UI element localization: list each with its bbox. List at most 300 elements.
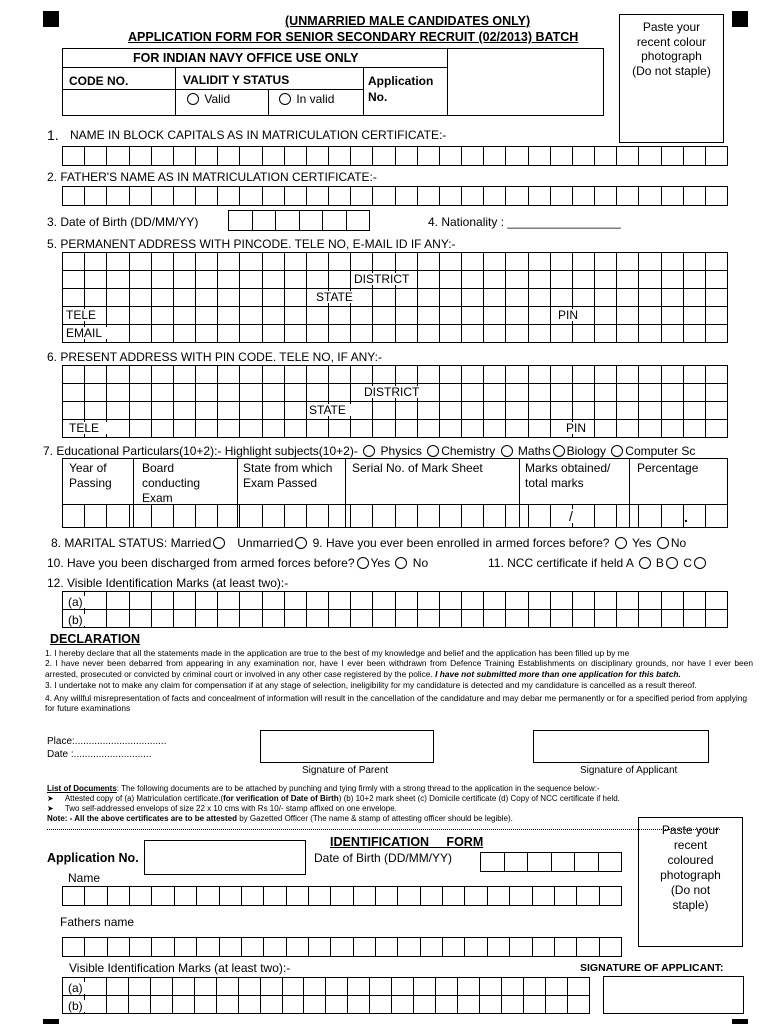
input-cell[interactable] (484, 289, 506, 306)
input-cell[interactable] (285, 307, 307, 324)
input-cell[interactable] (287, 887, 309, 905)
input-cell[interactable] (307, 366, 329, 383)
input-cell[interactable] (329, 271, 351, 288)
input-cell[interactable] (351, 253, 373, 270)
input-cell[interactable] (599, 853, 622, 871)
input-cell[interactable] (85, 187, 107, 205)
input-cell[interactable] (240, 253, 262, 270)
input-cell[interactable] (130, 366, 152, 383)
input-cell[interactable] (326, 996, 348, 1013)
input-cell[interactable] (285, 505, 307, 527)
input-cell[interactable] (529, 187, 551, 205)
input-cell[interactable] (307, 271, 329, 288)
input-cell[interactable] (392, 996, 414, 1013)
input-cell[interactable] (595, 147, 617, 165)
input-cell[interactable] (174, 420, 196, 437)
input-cell[interactable] (639, 289, 661, 306)
input-cell[interactable] (218, 271, 240, 288)
input-cell[interactable] (577, 938, 599, 956)
input-cell[interactable] (436, 978, 458, 995)
input-cell[interactable] (152, 187, 174, 205)
input-cell[interactable] (307, 420, 329, 437)
input-cell[interactable] (568, 996, 589, 1013)
input-cell[interactable] (130, 384, 152, 401)
input-cell[interactable] (595, 325, 617, 342)
input-cell[interactable] (502, 978, 524, 995)
input-cell[interactable] (196, 271, 218, 288)
input-cell[interactable] (662, 147, 684, 165)
input-cell[interactable] (706, 384, 727, 401)
input-cell[interactable] (662, 307, 684, 324)
input-cell[interactable] (573, 592, 595, 609)
input-cell[interactable] (85, 402, 107, 419)
input-cell[interactable] (351, 402, 373, 419)
input-cell[interactable] (196, 592, 218, 609)
input-cell[interactable] (351, 592, 373, 609)
input-cell[interactable] (462, 402, 484, 419)
input-cell[interactable] (462, 420, 484, 437)
input-cell[interactable] (595, 366, 617, 383)
input-cell[interactable] (510, 938, 532, 956)
input-cell[interactable] (617, 289, 639, 306)
input-cell[interactable] (418, 402, 440, 419)
input-cell[interactable] (348, 996, 370, 1013)
input-cell[interactable] (329, 253, 351, 270)
input-cell[interactable] (617, 592, 639, 609)
input-cell[interactable] (85, 253, 107, 270)
input-cell[interactable] (263, 289, 285, 306)
input-cell[interactable] (196, 610, 218, 627)
input-cell[interactable] (639, 420, 661, 437)
input-cell[interactable] (506, 420, 528, 437)
input-cell[interactable] (577, 887, 599, 905)
input-cell[interactable] (529, 253, 551, 270)
input-cell[interactable] (152, 610, 174, 627)
input-cell[interactable] (484, 505, 506, 527)
input-cell[interactable] (329, 366, 351, 383)
input-cell[interactable] (196, 187, 218, 205)
input-cell[interactable] (218, 505, 240, 527)
input-cell[interactable] (524, 996, 546, 1013)
input-cell[interactable] (85, 289, 107, 306)
input-cell[interactable] (396, 147, 418, 165)
input-cell[interactable] (484, 366, 506, 383)
input-cell[interactable] (551, 253, 573, 270)
input-cell[interactable] (326, 978, 348, 995)
input-cell[interactable] (484, 420, 506, 437)
input-cell[interactable] (239, 978, 261, 995)
input-cell[interactable] (440, 289, 462, 306)
input-cell[interactable] (130, 147, 152, 165)
input-cell[interactable] (396, 307, 418, 324)
input-cell[interactable] (546, 996, 568, 1013)
input-cell[interactable] (351, 610, 373, 627)
input-cell[interactable] (151, 978, 173, 995)
input-cell[interactable] (152, 366, 174, 383)
input-cell[interactable] (276, 211, 300, 230)
input-cell[interactable] (329, 147, 351, 165)
input-cell[interactable] (484, 271, 506, 288)
input-cell[interactable] (354, 887, 376, 905)
input-cell[interactable] (529, 325, 551, 342)
input-cell[interactable] (174, 289, 196, 306)
input-cell[interactable] (151, 996, 173, 1013)
input-cell[interactable] (506, 384, 528, 401)
input-cell[interactable] (218, 307, 240, 324)
input-cell[interactable] (240, 271, 262, 288)
input-cell[interactable] (573, 289, 595, 306)
input-cell[interactable] (373, 402, 395, 419)
input-cell[interactable] (551, 384, 573, 401)
input-cell[interactable] (85, 147, 107, 165)
input-cell[interactable] (443, 938, 465, 956)
input-cell[interactable] (462, 253, 484, 270)
input-cell[interactable] (573, 402, 595, 419)
input-cell[interactable] (376, 887, 398, 905)
input-cell[interactable] (108, 938, 130, 956)
parent-signature-box[interactable] (260, 730, 434, 763)
input-cell[interactable] (196, 289, 218, 306)
input-cell[interactable] (218, 325, 240, 342)
radio-icon[interactable] (657, 537, 669, 549)
input-cell[interactable] (396, 187, 418, 205)
date-field[interactable]: Date :............................ (47, 749, 152, 760)
input-cell[interactable] (196, 366, 218, 383)
input-cell[interactable] (443, 887, 465, 905)
input-cell[interactable] (639, 307, 661, 324)
input-cell[interactable] (418, 307, 440, 324)
input-cell[interactable] (304, 978, 326, 995)
id-fathers-name-cells[interactable] (62, 937, 622, 957)
input-cell[interactable] (329, 592, 351, 609)
input-cell[interactable] (396, 420, 418, 437)
input-cell[interactable] (63, 366, 85, 383)
input-cell[interactable] (300, 211, 324, 230)
input-cell[interactable] (396, 402, 418, 419)
input-cell[interactable] (392, 978, 414, 995)
input-cell[interactable] (617, 271, 639, 288)
input-cell[interactable] (551, 366, 573, 383)
input-cell[interactable] (129, 978, 151, 995)
input-cell[interactable] (462, 366, 484, 383)
input-cell[interactable] (174, 592, 196, 609)
input-cell[interactable] (373, 592, 395, 609)
input-cell[interactable] (287, 938, 309, 956)
input-cell[interactable] (129, 996, 151, 1013)
input-cell[interactable] (107, 978, 129, 995)
input-cell[interactable] (285, 187, 307, 205)
input-cell[interactable] (639, 592, 661, 609)
input-cell[interactable] (398, 938, 420, 956)
input-cell[interactable] (529, 289, 551, 306)
input-cell[interactable] (351, 325, 373, 342)
input-cell[interactable] (130, 505, 152, 527)
input-cell[interactable] (533, 938, 555, 956)
input-cell[interactable] (174, 325, 196, 342)
input-cell[interactable] (373, 366, 395, 383)
input-cell[interactable] (414, 996, 436, 1013)
input-cell[interactable] (307, 384, 329, 401)
input-cell[interactable] (304, 996, 326, 1013)
input-cell[interactable] (242, 938, 264, 956)
input-cell[interactable] (529, 147, 551, 165)
input-cell[interactable] (600, 887, 621, 905)
input-cell[interactable] (63, 147, 85, 165)
input-cell[interactable] (107, 592, 129, 609)
input-cell[interactable] (240, 610, 262, 627)
input-cell[interactable] (130, 938, 152, 956)
input-cell[interactable] (370, 978, 392, 995)
input-cell[interactable] (575, 853, 599, 871)
input-cell[interactable] (240, 187, 262, 205)
input-cell[interactable] (555, 938, 577, 956)
input-cell[interactable] (196, 253, 218, 270)
id-dob-cells[interactable] (480, 852, 622, 872)
input-cell[interactable] (240, 147, 262, 165)
input-cell[interactable] (617, 402, 639, 419)
input-cell[interactable] (107, 505, 129, 527)
input-cell[interactable] (440, 420, 462, 437)
radio-icon[interactable] (427, 445, 439, 457)
input-cell[interactable] (595, 307, 617, 324)
input-cell[interactable] (307, 505, 329, 527)
input-cell[interactable] (617, 253, 639, 270)
input-cell[interactable] (329, 610, 351, 627)
radio-icon[interactable] (187, 93, 199, 105)
input-cell[interactable] (263, 610, 285, 627)
input-cell[interactable] (662, 505, 684, 527)
input-cell[interactable] (595, 592, 617, 609)
input-cell[interactable] (506, 505, 528, 527)
radio-icon[interactable] (694, 557, 706, 569)
input-cell[interactable] (662, 187, 684, 205)
applicant-signature-box[interactable] (533, 730, 709, 763)
radio-icon[interactable] (213, 537, 225, 549)
radio-icon[interactable] (279, 93, 291, 105)
father-name-input-cells[interactable] (62, 186, 728, 206)
input-cell[interactable] (506, 307, 528, 324)
input-cell[interactable] (573, 384, 595, 401)
input-cell[interactable] (418, 325, 440, 342)
input-cell[interactable] (373, 187, 395, 205)
input-cell[interactable] (253, 211, 277, 230)
input-cell[interactable] (285, 402, 307, 419)
input-cell[interactable] (529, 366, 551, 383)
input-cell[interactable] (307, 187, 329, 205)
input-cell[interactable] (528, 853, 552, 871)
input-cell[interactable] (639, 253, 661, 270)
input-cell[interactable] (85, 592, 107, 609)
input-cell[interactable] (263, 325, 285, 342)
input-cell[interactable] (107, 420, 129, 437)
input-cell[interactable] (240, 289, 262, 306)
input-cell[interactable] (196, 505, 218, 527)
input-cell[interactable] (529, 592, 551, 609)
input-cell[interactable] (130, 420, 152, 437)
input-cell[interactable] (307, 253, 329, 270)
input-cell[interactable] (440, 402, 462, 419)
input-cell[interactable] (418, 420, 440, 437)
input-cell[interactable] (373, 505, 395, 527)
input-cell[interactable] (484, 307, 506, 324)
input-cell[interactable] (130, 307, 152, 324)
input-cell[interactable] (684, 366, 706, 383)
input-cell[interactable] (396, 366, 418, 383)
input-cell[interactable] (551, 610, 573, 627)
input-cell[interactable] (373, 253, 395, 270)
input-cell[interactable] (706, 366, 727, 383)
input-cell[interactable] (264, 938, 286, 956)
input-cell[interactable] (218, 187, 240, 205)
input-cell[interactable] (617, 147, 639, 165)
input-cell[interactable] (130, 887, 152, 905)
input-cell[interactable] (617, 420, 639, 437)
input-cell[interactable] (152, 887, 174, 905)
input-cell[interactable] (595, 505, 617, 527)
input-cell[interactable] (684, 271, 706, 288)
input-cell[interactable] (107, 187, 129, 205)
input-cell[interactable] (573, 325, 595, 342)
input-cell[interactable] (396, 253, 418, 270)
input-cell[interactable] (639, 402, 661, 419)
input-cell[interactable] (529, 420, 551, 437)
input-cell[interactable] (373, 610, 395, 627)
input-cell[interactable] (440, 592, 462, 609)
dob-input-cells[interactable] (228, 210, 370, 231)
input-cell[interactable] (617, 325, 639, 342)
input-cell[interactable] (85, 996, 107, 1013)
input-cell[interactable] (196, 307, 218, 324)
input-cell[interactable] (529, 384, 551, 401)
input-cell[interactable] (617, 610, 639, 627)
input-cell[interactable] (551, 187, 573, 205)
id-name-cells[interactable] (62, 886, 622, 906)
input-cell[interactable] (706, 147, 727, 165)
input-cell[interactable] (506, 610, 528, 627)
input-cell[interactable] (458, 978, 480, 995)
input-cell[interactable] (285, 366, 307, 383)
input-cell[interactable] (152, 420, 174, 437)
input-cell[interactable] (462, 307, 484, 324)
input-cell[interactable] (684, 147, 706, 165)
input-cell[interactable] (175, 887, 197, 905)
input-cell[interactable] (240, 420, 262, 437)
input-cell[interactable] (458, 996, 480, 1013)
input-cell[interactable] (174, 271, 196, 288)
input-cell[interactable] (706, 187, 727, 205)
input-cell[interactable] (218, 610, 240, 627)
input-cell[interactable] (529, 505, 551, 527)
input-cell[interactable] (307, 307, 329, 324)
input-cell[interactable] (662, 384, 684, 401)
input-cell[interactable] (617, 366, 639, 383)
input-cell[interactable] (85, 978, 107, 995)
input-cell[interactable] (152, 402, 174, 419)
input-cell[interactable] (263, 592, 285, 609)
radio-icon[interactable] (501, 445, 513, 457)
input-cell[interactable] (347, 211, 370, 230)
input-cell[interactable] (173, 996, 195, 1013)
input-cell[interactable] (376, 938, 398, 956)
input-cell[interactable] (130, 253, 152, 270)
input-cell[interactable] (502, 996, 524, 1013)
permanent-address-grid[interactable] (62, 252, 728, 343)
input-cell[interactable] (174, 253, 196, 270)
input-cell[interactable] (396, 610, 418, 627)
input-cell[interactable] (440, 307, 462, 324)
input-cell[interactable] (595, 289, 617, 306)
input-cell[interactable] (506, 253, 528, 270)
input-cell[interactable] (684, 289, 706, 306)
input-cell[interactable] (600, 938, 621, 956)
input-cell[interactable] (421, 938, 443, 956)
input-cell[interactable] (107, 996, 129, 1013)
input-cell[interactable] (639, 505, 661, 527)
input-cell[interactable] (174, 384, 196, 401)
input-cell[interactable] (107, 325, 129, 342)
input-cell[interactable] (63, 505, 85, 527)
input-cell[interactable] (414, 978, 436, 995)
input-cell[interactable] (484, 147, 506, 165)
input-cell[interactable] (462, 271, 484, 288)
input-cell[interactable] (63, 402, 85, 419)
input-cell[interactable] (307, 592, 329, 609)
input-cell[interactable] (85, 271, 107, 288)
input-cell[interactable] (130, 289, 152, 306)
input-cell[interactable] (85, 366, 107, 383)
input-cell[interactable] (484, 187, 506, 205)
input-cell[interactable] (263, 384, 285, 401)
radio-icon[interactable] (357, 557, 369, 569)
input-cell[interactable] (174, 147, 196, 165)
input-cell[interactable] (261, 996, 283, 1013)
input-cell[interactable] (309, 887, 331, 905)
input-cell[interactable] (440, 147, 462, 165)
input-cell[interactable] (573, 187, 595, 205)
input-cell[interactable] (152, 147, 174, 165)
input-cell[interactable] (152, 289, 174, 306)
input-cell[interactable] (568, 978, 589, 995)
input-cell[interactable] (285, 384, 307, 401)
input-cell[interactable] (396, 592, 418, 609)
input-cell[interactable] (418, 610, 440, 627)
input-cell[interactable] (595, 187, 617, 205)
input-cell[interactable] (218, 592, 240, 609)
input-cell[interactable] (354, 938, 376, 956)
input-cell[interactable] (285, 610, 307, 627)
input-cell[interactable] (351, 187, 373, 205)
input-cell[interactable] (706, 402, 727, 419)
input-cell[interactable] (107, 147, 129, 165)
input-cell[interactable] (329, 384, 351, 401)
input-cell[interactable] (130, 592, 152, 609)
input-cell[interactable] (573, 253, 595, 270)
input-cell[interactable] (506, 271, 528, 288)
input-cell[interactable] (484, 610, 506, 627)
input-cell[interactable] (639, 610, 661, 627)
input-cell[interactable] (573, 147, 595, 165)
id-marks-grid[interactable] (62, 977, 590, 1014)
input-cell[interactable] (418, 505, 440, 527)
input-cell[interactable] (196, 420, 218, 437)
input-cell[interactable] (195, 978, 217, 995)
input-cell[interactable] (218, 253, 240, 270)
input-cell[interactable] (285, 592, 307, 609)
input-cell[interactable] (175, 938, 197, 956)
input-cell[interactable] (307, 610, 329, 627)
input-cell[interactable] (639, 187, 661, 205)
input-cell[interactable] (373, 420, 395, 437)
